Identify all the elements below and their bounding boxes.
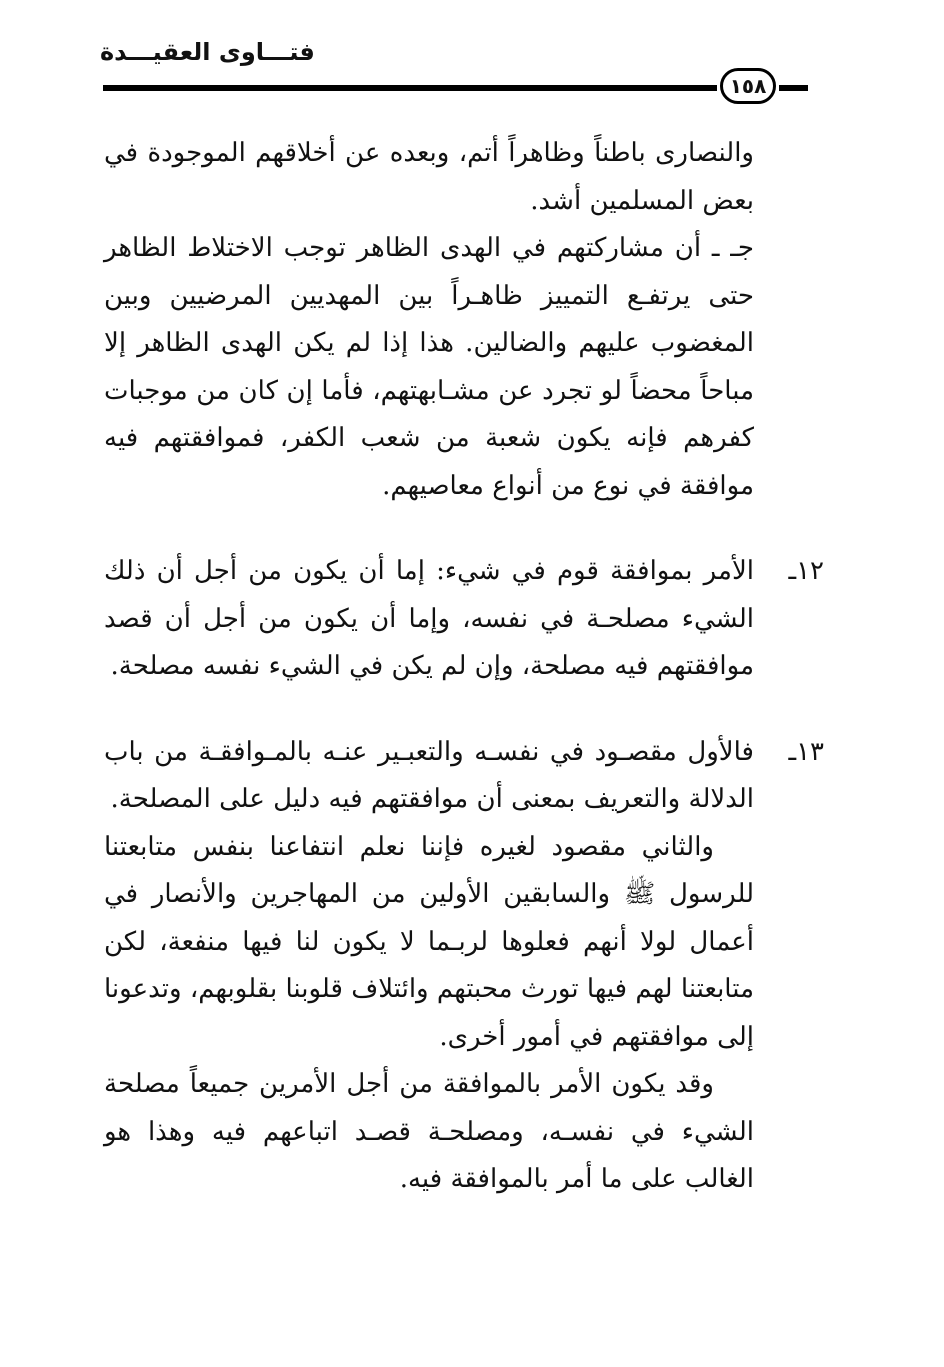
page-body bbox=[104, 130, 824, 1204]
paragraph-jeem: جـ ـ أن مشاركتهم في الهدى الظاهر توجب الاختلاط الظاهر حتى يرتفـع التمييز ظاهـراً بين المهديين المرضيين وبين المغضوب عليهم والضالين. هذا إذا لم يكن الهدى الظاهر إلا مباحاً محضاً لو تجرد عن مشـابهتهم، فأما إن كان من موجبات كفرهم فإنه يكون شعبة من شعب الكفر، فموافقتهم فيه موافقة في نوع من أنواع معاصيهم. bbox=[104, 233, 755, 501]
numbered-item-12 bbox=[104, 548, 824, 691]
paragraph-second: والثاني مقصود لغيره فإننا نعلم انتفاعنا بنفس متابعتنا للرسول ﷺ والسابقين الأولين من المهاجرين والأنصار في أعمال لولا أنهم فعلوها لربـما لا يكون لنا فيها منفعة، لكن متابعتنا لهم فيها تورث محبتهم وائتلاف قلوبنا بقلوبهم، وتدعونا إلى موافقتهم في أمور أخرى. bbox=[104, 831, 754, 1052]
page-number: ١٥٨ bbox=[720, 68, 776, 104]
spacer bbox=[104, 510, 754, 548]
spacer bbox=[104, 691, 754, 729]
header-rule-end bbox=[779, 85, 808, 91]
item-number: ١٢ـ bbox=[788, 556, 824, 586]
item-text: الأمر بموافقة قوم في شيء: إما أن يكون من أجل أن ذلك الشيء مصلحـة في نفسه، وإما أن يكون من أجل أن قصد موافقتهم فيه مصلحة، وإن لم يكن في الشيء نفسه مصلحة. bbox=[104, 556, 754, 681]
paragraph-both: وقد يكون الأمر بالموافقة من أجل الأمرين جميعاً مصلحة الشيء في نفسـه، ومصلحـة قصـد اتباعهم فيه وهذا هو الغالب على ما أمر بالموافقة فيه. bbox=[104, 1069, 754, 1194]
header-rule bbox=[103, 85, 717, 91]
item-text: فالأول مقصـود في نفسـه والتعبـير عنـه بالمـوافقـة من باب الدلالة والتعريف بمعنى أن موافقتهم فيه دليل على المصلحة. bbox=[104, 736, 754, 814]
numbered-item-13 bbox=[104, 729, 824, 824]
item-number: ١٣ـ bbox=[788, 736, 824, 767]
running-title: فتـــاوى العقيـــدة bbox=[100, 38, 315, 66]
paragraph-intro: والنصارى باطناً وظاهراً أتم، وبعده عن أخلاقهم الموجودة في بعض المسلمين أشد. bbox=[104, 138, 754, 216]
